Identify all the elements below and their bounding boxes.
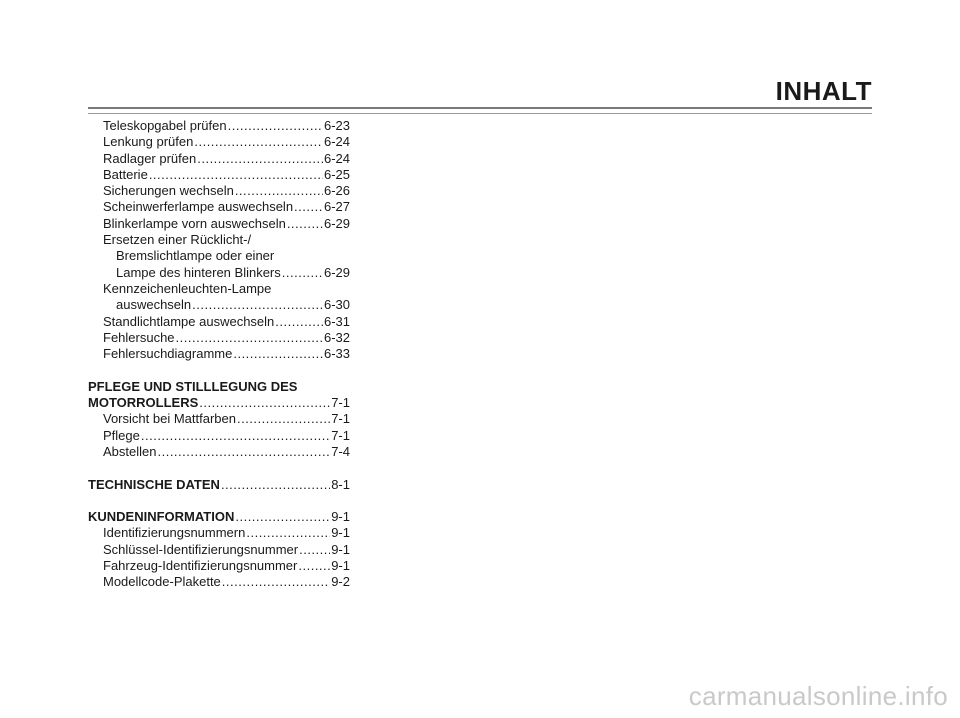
toc-entry-page: 6-24: [323, 150, 350, 166]
toc-entry-last-line: [88, 297, 350, 313]
toc-entry-title: Blinkerlampe vorn auswechseln: [103, 215, 286, 231]
toc-entry[interactable]: [88, 330, 350, 346]
toc-entry-page: 6-30: [323, 297, 350, 313]
toc-entry[interactable]: [88, 558, 350, 574]
toc-section-heading: TECHNISCHE DATEN: [88, 476, 220, 492]
spacer: [88, 362, 350, 378]
toc-entry-title: Sicherungen wechseln: [103, 183, 234, 199]
toc-leader-dots: [176, 330, 323, 346]
toc-leader-dots: [149, 167, 323, 183]
toc-section-heading: KUNDENINFORMATION: [88, 509, 235, 525]
toc-entry-page: 6-29: [323, 215, 350, 231]
toc-entry-title: Teleskopgabel prüfen: [103, 118, 227, 133]
toc-entry-last-line: [88, 265, 350, 281]
toc-entry-title: Abstellen: [103, 443, 157, 459]
toc-entry[interactable]: [88, 525, 350, 541]
toc-entry-page: 6-29: [323, 264, 350, 280]
toc-entry-title: Lenkung prüfen: [103, 134, 194, 150]
spacer: [88, 460, 350, 476]
toc-section-heading: PFLEGE UND STILLLEGUNG DES: [88, 378, 298, 394]
toc-entry[interactable]: [88, 199, 350, 215]
toc-leader-dots: [222, 574, 330, 590]
toc-leader-dots: [246, 525, 330, 541]
toc-entry-page: 9-2: [331, 574, 350, 590]
toc-entry[interactable]: [88, 216, 350, 232]
toc-entry-page: 6-31: [323, 313, 350, 329]
toc-entry-page: 7-1: [331, 411, 350, 427]
toc-entry-page: 6-33: [323, 346, 350, 362]
toc-entry-title: Radlager prüfen: [103, 150, 197, 166]
toc-section-heading-last-line: [88, 395, 350, 411]
toc-entry-page: 6-23: [323, 118, 350, 133]
toc-entry-title: Scheinwerferlampe auswechseln: [103, 199, 294, 215]
title-rule: [88, 107, 872, 114]
toc-entry[interactable]: [88, 428, 350, 444]
toc-leader-dots: [194, 134, 323, 150]
toc-leader-dots: [141, 428, 330, 444]
toc-entry-page: 9-1: [331, 541, 350, 557]
toc-entry-title: Pflege: [103, 427, 140, 443]
toc-entry[interactable]: [88, 134, 350, 150]
toc-entry[interactable]: [88, 346, 350, 362]
page-title: INHALT: [775, 76, 872, 106]
toc-section-heading: MOTORROLLERS: [88, 395, 199, 411]
toc-entry-title-line: Kennzeichenleuchten-Lampe: [103, 280, 272, 296]
toc-entry[interactable]: [88, 151, 350, 167]
toc-entry-title-line: Lampe des hinteren Blinkers: [116, 264, 281, 280]
toc-entry-title: Schlüssel-Identifizierungsnummer: [103, 541, 299, 557]
toc-entry-page: 6-25: [323, 166, 350, 182]
toc-leader-dots: [282, 265, 323, 281]
toc-entry-page: 7-1: [331, 395, 350, 411]
toc-entry-title: Fehlersuchdiagramme: [103, 346, 233, 362]
toc-leader-dots: [157, 444, 330, 460]
toc-entry-title: Vorsicht bei Mattfarben: [103, 411, 236, 427]
table-of-contents: [88, 118, 350, 591]
toc-entry-page: 9-1: [331, 525, 350, 541]
toc-entry[interactable]: [88, 167, 350, 183]
toc-leader-dots: [192, 297, 323, 313]
toc-leader-dots: [294, 199, 323, 215]
toc-entry[interactable]: [88, 574, 350, 590]
toc-entry-page: 8-1: [331, 476, 350, 492]
toc-leader-dots: [235, 183, 323, 199]
toc-entry[interactable]: [88, 314, 350, 330]
toc-entry-kennzeichen[interactable]: [88, 281, 350, 314]
toc-section-technische[interactable]: [88, 477, 350, 493]
toc-leader-dots: [221, 477, 330, 493]
toc-entry-page: 6-32: [323, 329, 350, 345]
toc-entry[interactable]: [88, 411, 350, 427]
toc-entry[interactable]: [88, 542, 350, 558]
toc-leader-dots: [228, 118, 323, 134]
toc-entry-title-line: auswechseln: [116, 297, 192, 313]
watermark: carmanualsonline.info: [688, 681, 948, 711]
toc-section-kunden[interactable]: [88, 509, 350, 525]
toc-entry-title-line: Ersetzen einer Rücklicht-/: [103, 232, 252, 248]
toc-entry-title: Fehlersuche: [103, 329, 175, 345]
toc-leader-dots: [237, 411, 330, 427]
toc-leader-dots: [275, 314, 323, 330]
toc-entry-title-line: Bremslichtlampe oder einer: [116, 248, 275, 264]
toc-entry-title: Fahrzeug-Identifizierungsnummer: [103, 558, 298, 574]
toc-entry-page: 9-1: [331, 558, 350, 574]
toc-entry-title: Batterie: [103, 166, 148, 182]
toc-leader-dots: [299, 542, 330, 558]
toc-entry-page: 6-27: [323, 199, 350, 215]
toc-leader-dots: [298, 558, 330, 574]
toc-entry-title: Modellcode-Plakette: [103, 574, 221, 590]
toc-entry-page: 7-4: [331, 443, 350, 459]
toc-entry-title: Identifizierungsnummern: [103, 525, 246, 541]
toc-leader-dots: [287, 216, 323, 232]
toc-leader-dots: [197, 151, 323, 167]
toc-entry-page: 9-1: [331, 509, 350, 525]
toc-section-pflege[interactable]: [88, 379, 350, 412]
toc-entry-page: 6-26: [323, 183, 350, 199]
toc-entry-page: 6-24: [323, 134, 350, 150]
toc-leader-dots: [233, 346, 323, 362]
toc-leader-dots: [199, 395, 330, 411]
spacer: [88, 493, 350, 509]
toc-entry[interactable]: [88, 444, 350, 460]
toc-entry-page: 7-1: [331, 427, 350, 443]
toc-entry[interactable]: [88, 118, 350, 134]
toc-entry-ruecklicht[interactable]: [88, 232, 350, 281]
toc-entry[interactable]: [88, 183, 350, 199]
toc-entry-title: Standlichtlampe auswechseln: [103, 313, 275, 329]
toc-leader-dots: [235, 509, 330, 525]
